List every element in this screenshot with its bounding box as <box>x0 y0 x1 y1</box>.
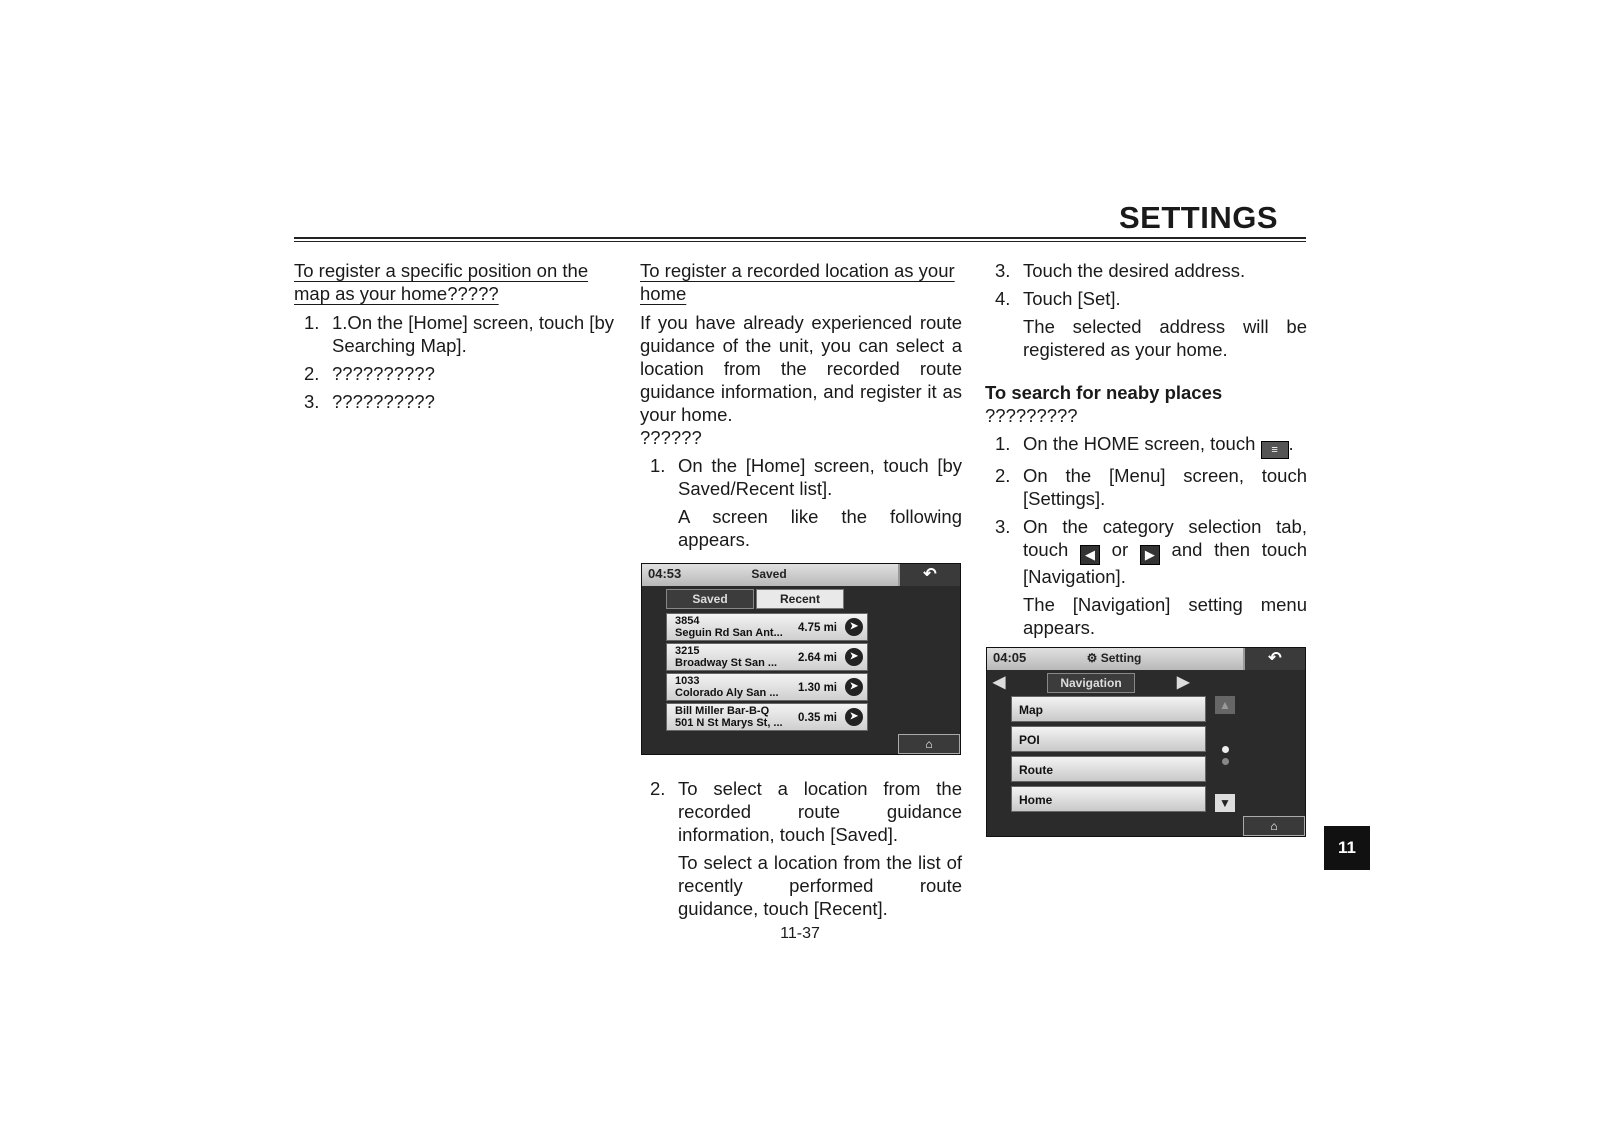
list-item: 1. On the [Home] screen, touch [by Saved/Recent list]. A screen like the following appears. <box>650 455 962 550</box>
page-title: SETTINGS <box>1118 200 1278 235</box>
list-item[interactable]: Bill Miller Bar-B-Q 501 N St Marys St, ... 0.35 mi ➤ <box>666 703 868 731</box>
placeholder-marks: ????????? <box>985 405 1078 426</box>
clock: 04:05 <box>993 650 1027 665</box>
right-arrow-icon: ▶ <box>1140 545 1160 565</box>
tab-recent[interactable]: Recent <box>756 589 844 609</box>
screen-title: Setting <box>1100 651 1142 665</box>
menu-item-route[interactable]: Route <box>1011 756 1206 782</box>
clock: 04:53 <box>648 566 682 581</box>
navigate-arrow-icon[interactable]: ➤ <box>845 648 863 666</box>
list-item: 3. On the category selection tab, touch ◀ or ▶ and then touch [Navigation]. The [Navigation] setting menu appears. <box>995 516 1308 638</box>
column-2-lower <box>640 777 962 920</box>
list-item: 1. On the HOME screen, touch ≡ . <box>985 432 1307 459</box>
list-item[interactable]: 3215 Broadway St San ... 2.64 mi ➤ <box>666 643 868 671</box>
chapter-tab: 11 <box>1324 826 1370 870</box>
steps-list <box>640 777 962 920</box>
list-item: 4. Touch [Set]. The selected address will be registered as your home. <box>995 288 1307 360</box>
navigate-arrow-icon[interactable]: ➤ <box>845 678 863 696</box>
menu-icon: ≡ <box>1261 441 1289 459</box>
back-icon[interactable]: ↶ <box>898 564 960 586</box>
title-rule-thin <box>294 241 1306 242</box>
column-2 <box>640 259 962 551</box>
list-item: 1. 1.On the [Home] screen, touch [by Searching Map]. <box>304 312 614 356</box>
section-heading-nearby: To search for neaby places <box>985 382 1223 403</box>
tab-navigation[interactable]: Navigation <box>1047 673 1135 693</box>
left-arrow-icon: ◀ <box>1080 545 1100 565</box>
status-bar <box>642 564 960 586</box>
list-item: 3. Touch the desired address. <box>995 260 1246 281</box>
gear-icon: ⚙ <box>1086 651 1101 665</box>
section-heading-specific-position: To register a specific position on the map as your home????? <box>294 260 589 304</box>
scroll-down-icon[interactable]: ▼ <box>1215 794 1235 812</box>
intro-text: If you have already experienced route guidance of the unit, you can select a location from the recorded route guidance information, and register it as your home. <box>640 312 962 425</box>
status-bar <box>987 648 1305 670</box>
menu-item-home[interactable]: Home <box>1011 786 1206 812</box>
navigate-arrow-icon[interactable]: ➤ <box>845 708 863 726</box>
left-arrow-icon[interactable]: ◀ <box>993 674 1006 691</box>
page-number: 11-37 <box>780 925 820 942</box>
steps-list <box>640 454 962 551</box>
screen-title: Saved <box>751 567 787 581</box>
home-icon[interactable]: ⌂ <box>898 734 960 754</box>
home-icon[interactable]: ⌂ <box>1243 816 1305 836</box>
steps-list <box>985 432 1307 639</box>
title-rule <box>294 237 1306 239</box>
list-item: 2. ?????????? <box>304 363 435 384</box>
menu-item-map[interactable]: Map <box>1011 696 1206 722</box>
column-3 <box>985 254 1307 639</box>
list-item: 2. On the [Menu] screen, touch [Settings]. <box>995 465 1307 509</box>
scroll-position-dot <box>1222 758 1229 765</box>
column-1 <box>294 259 614 413</box>
list-item[interactable]: 3854 Seguin Rd San Ant... 4.75 mi ➤ <box>666 613 868 641</box>
saved-list-screenshot <box>641 563 961 755</box>
steps-list <box>985 259 1307 361</box>
navigation-settings-screenshot <box>986 647 1306 837</box>
navigate-arrow-icon[interactable]: ➤ <box>845 618 863 636</box>
back-icon[interactable]: ↶ <box>1243 648 1305 670</box>
scroll-position-dot <box>1222 746 1229 753</box>
scroll-up-icon[interactable]: ▲ <box>1215 696 1235 714</box>
list-item: 2. To select a location from the recorded route guidance information, touch [Saved]. To select a location from the list of recently performed route guidance, touch [Recent]. <box>650 778 962 919</box>
list-item: 3. ?????????? <box>304 391 435 412</box>
right-arrow-icon[interactable]: ▶ <box>1177 674 1190 691</box>
section-heading-recorded-location: To register a recorded location as your home <box>640 260 955 304</box>
list-item[interactable]: 1033 Colorado Aly San ... 1.30 mi ➤ <box>666 673 868 701</box>
tab-saved[interactable]: Saved <box>666 589 754 609</box>
menu-item-poi[interactable]: POI <box>1011 726 1206 752</box>
placeholder-marks: ?????? <box>640 427 702 448</box>
steps-list <box>294 311 614 413</box>
